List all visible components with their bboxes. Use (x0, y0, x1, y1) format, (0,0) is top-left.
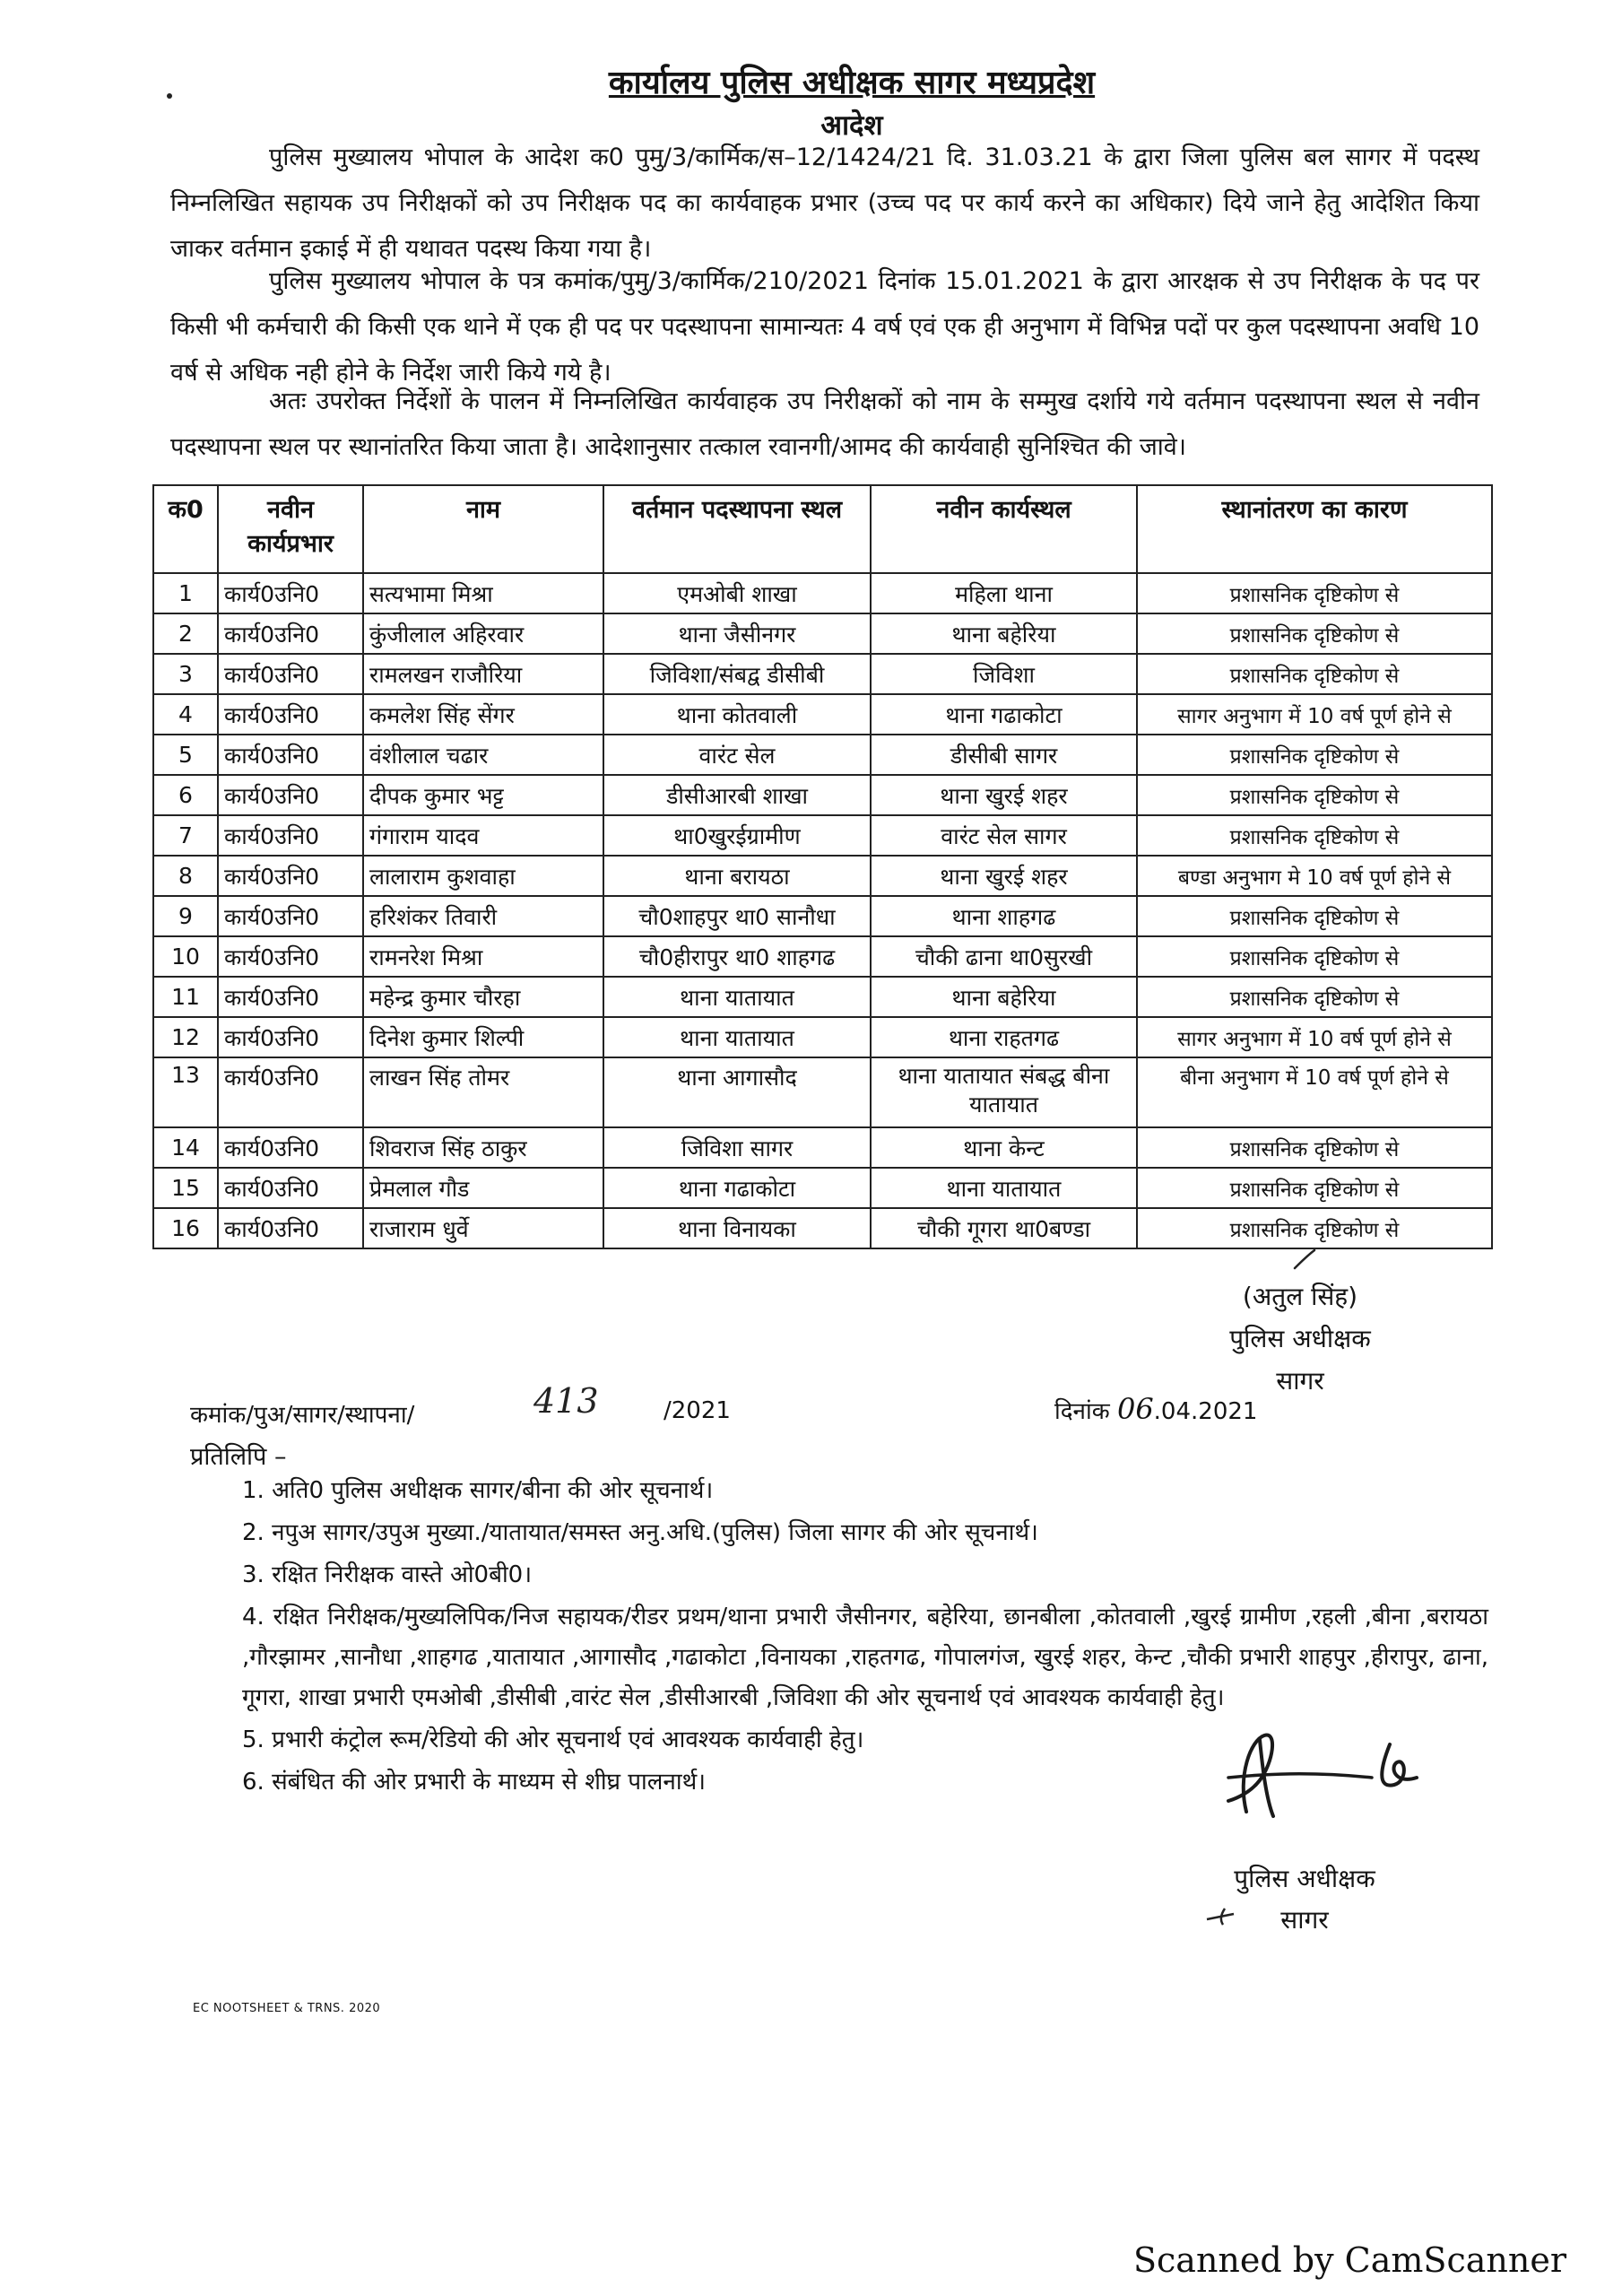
cell-sn: 3 (153, 654, 218, 694)
cell-new-posting: थाना यातायात संबद्ध बीना यातायात (871, 1057, 1137, 1127)
table-row (153, 694, 1492, 735)
cell-sn: 16 (153, 1208, 218, 1248)
cell-reason: प्रशासनिक दृष्टिकोण से (1137, 654, 1492, 694)
cell-name: राजाराम धुर्वे (363, 1208, 603, 1248)
cell-post: कार्य0उनि0 (218, 654, 363, 694)
cell-current-posting: एमओबी शाखा (603, 573, 871, 613)
cell-post: कार्य0उनि0 (218, 1057, 363, 1127)
memo-number: 413 (533, 1381, 599, 1421)
header-name: नाम (363, 485, 603, 573)
date-rest: .04.2021 (1153, 1398, 1258, 1425)
cell-current-posting: थाना बरायठा (603, 856, 871, 896)
cell-post: कार्य0उनि0 (218, 613, 363, 654)
header-sn: क0 (153, 485, 218, 573)
cell-sn: 7 (153, 815, 218, 856)
cell-new-posting: थाना गढाकोटा (871, 694, 1137, 735)
signatory-designation: पुलिस अधीक्षक (1229, 1324, 1371, 1353)
cell-sn: 11 (153, 977, 218, 1017)
cell-name: लालाराम कुशवाहा (363, 856, 603, 896)
table-row (153, 654, 1492, 694)
cell-sn: 1 (153, 573, 218, 613)
copy-item-1: 1. अति0 पुलिस अधीक्षक सागर/बीना की ओर सूचनार्थ। (242, 1477, 714, 1504)
cell-sn: 15 (153, 1168, 218, 1208)
cell-new-posting: वारंट सेल सागर (871, 815, 1137, 856)
signatory-place: सागर (1276, 1366, 1324, 1396)
cell-post: कार्य0उनि0 (218, 815, 363, 856)
cell-post: कार्य0उनि0 (218, 896, 363, 936)
table-row (153, 573, 1492, 613)
cell-reason: प्रशासनिक दृष्टिकोण से (1137, 1208, 1492, 1248)
transfer-table (152, 484, 1493, 1249)
table-row (153, 815, 1492, 856)
cell-current-posting: डीसीआरबी शाखा (603, 775, 871, 815)
scan-speck (167, 93, 172, 99)
cell-name: दीपक कुमार भट्ट (363, 775, 603, 815)
cell-current-posting: चौ0हीरापुर था0 शाहगढ (603, 936, 871, 977)
office-heading: कार्यालय पुलिस अधीक्षक सागर मध्यप्रदेश (608, 65, 1096, 101)
cell-post: कार्य0उनि0 (218, 1127, 363, 1168)
memo-year: /2021 (664, 1397, 731, 1424)
cell-post: कार्य0उनि0 (218, 573, 363, 613)
cell-reason: प्रशासनिक दृष्टिकोण से (1137, 775, 1492, 815)
cell-post: कार्य0उनि0 (218, 977, 363, 1017)
cell-post: कार्य0उनि0 (218, 856, 363, 896)
cell-post: कार्य0उनि0 (218, 1168, 363, 1208)
cell-sn: 6 (153, 775, 218, 815)
footer-code: EC NOOTSHEET & TRNS. 2020 (193, 2002, 381, 2015)
cell-new-posting: थाना केन्ट (871, 1127, 1137, 1168)
cell-sn: 12 (153, 1017, 218, 1057)
table-row (153, 1127, 1492, 1168)
cell-post: कार्य0उनि0 (218, 1208, 363, 1248)
signatory-place-2: सागर (1280, 1905, 1329, 1935)
cell-reason: सागर अनुभाग में 10 वर्ष पूर्ण होने से (1137, 1017, 1492, 1057)
cell-name: कुंजीलाल अहिरवार (363, 613, 603, 654)
cell-new-posting: डीसीबी सागर (871, 735, 1137, 775)
table-row (153, 775, 1492, 815)
cell-post: कार्य0उनि0 (218, 1017, 363, 1057)
handwritten-signature (1210, 1722, 1444, 1830)
cell-name: प्रेमलाल गौड (363, 1168, 603, 1208)
cell-name: वंशीलाल चढार (363, 735, 603, 775)
cell-new-posting: महिला थाना (871, 573, 1137, 613)
copy-item-2: 2. नपुअ सागर/उपुअ मुख्या./यातायात/समस्त अनु.अधि.(पुलिस) जिला सागर की ओर सूचनार्थ। (242, 1519, 1038, 1546)
header-reason: स्थानांतरण का कारण (1137, 485, 1492, 573)
paragraph-2: पुलिस मुख्यालय भोपाल के पत्र कमांक/पुमु/3/कार्मिक/210/2021 दिनांक 15.01.2021 के द्वारा आरक्षक से उप निरीक्षक के पद पर किसी भी कर्मचारी की किसी एक थाने में एक ही पद पर पदस्थापना सामान्यतः 4 वर्ष एवं एक ही अनुभाग में विभिन्न पदों पर कुल पदस्थापना अवधि 10 वर्ष से अधिक नही होने के निर्देश जारी किये गये है। (170, 267, 1479, 387)
table-row (153, 977, 1492, 1017)
cell-sn: 5 (153, 735, 218, 775)
cell-current-posting: थाना जैसीनगर (603, 613, 871, 654)
cell-sn: 10 (153, 936, 218, 977)
cell-new-posting: थाना खुरई शहर (871, 775, 1137, 815)
table-row (153, 1168, 1492, 1208)
cell-new-posting: चौकी गूगरा था0बण्डा (871, 1208, 1137, 1248)
cell-current-posting: जिविशा/संबद्व डीसीबी (603, 654, 871, 694)
signatory-name: (अतुल सिंह) (1242, 1282, 1358, 1311)
table-row (153, 856, 1492, 896)
cell-sn: 8 (153, 856, 218, 896)
cell-name: शिवराज सिंह ठाकुर (363, 1127, 603, 1168)
signature-block-2 (1188, 1858, 1421, 1941)
cell-current-posting: वारंट सेल (603, 735, 871, 775)
cell-new-posting: थाना शाहगढ (871, 896, 1137, 936)
order-title: आदेश (820, 109, 883, 142)
paragraph-3: अतः उपरोक्त निर्देशों के पालन में निम्नलिखित कार्यवाहक उप निरीक्षकों को नाम के सम्मुख दर्शाये गये वर्तमान पदस्थापना स्थल से नवीन पदस्थापना स्थल पर स्थानांतरित किया जाता है। आदेशानुसार तत्काल रवानगी/आमद की कार्यवाही सुनिश्चित की जावे। (170, 387, 1479, 461)
table-row (153, 936, 1492, 977)
memo-date (1054, 1392, 1257, 1426)
header-new-posting: नवीन कार्यस्थल (871, 485, 1137, 573)
cell-new-posting: थाना खुरई शहर (871, 856, 1137, 896)
cell-reason: प्रशासनिक दृष्टिकोण से (1137, 896, 1492, 936)
cell-current-posting: थाना यातायात (603, 1017, 871, 1057)
table-row (153, 1017, 1492, 1057)
cell-name: हरिशंकर तिवारी (363, 896, 603, 936)
cell-name: लाखन सिंह तोमर (363, 1057, 603, 1127)
cell-name: महेन्द्र कुमार चौरहा (363, 977, 603, 1017)
cell-current-posting: चौ0शाहपुर था0 सानौधा (603, 896, 871, 936)
cell-reason: प्रशासनिक दृष्टिकोण से (1137, 936, 1492, 977)
cell-current-posting: थाना यातायात (603, 977, 871, 1017)
cell-post: कार्य0उनि0 (218, 936, 363, 977)
cell-current-posting: थाना आगासौद (603, 1057, 871, 1127)
cell-new-posting: थाना राहतगढ (871, 1017, 1137, 1057)
cell-name: गंगाराम यादव (363, 815, 603, 856)
header-current-posting: वर्तमान पदस्थापना स्थल (603, 485, 871, 573)
cell-new-posting: थाना बहेरिया (871, 977, 1137, 1017)
copy-item-3: 3. रक्षित निरीक्षक वास्ते ओ0बी0। (242, 1561, 533, 1588)
cell-reason: प्रशासनिक दृष्टिकोण से (1137, 573, 1492, 613)
cell-sn: 2 (153, 613, 218, 654)
cell-current-posting: थाना गढाकोटा (603, 1168, 871, 1208)
cell-reason: प्रशासनिक दृष्टिकोण से (1137, 977, 1492, 1017)
cell-reason: बीना अनुभाग में 10 वर्ष पूर्ण होने से (1137, 1057, 1492, 1127)
table-header-row (153, 485, 1492, 573)
signature-block-1 (1166, 1275, 1435, 1402)
scanner-watermark: Scanned by CamScanner (1132, 2240, 1566, 2280)
cell-new-posting: थाना बहेरिया (871, 613, 1137, 654)
cell-current-posting: था0खुरईग्रामीण (603, 815, 871, 856)
cell-new-posting: थाना यातायात (871, 1168, 1137, 1208)
date-label: दिनांक (1054, 1398, 1110, 1425)
cell-sn: 4 (153, 694, 218, 735)
cell-sn: 13 (153, 1057, 218, 1127)
cell-post: कार्य0उनि0 (218, 694, 363, 735)
table-row (153, 735, 1492, 775)
cell-post: कार्य0उनि0 (218, 775, 363, 815)
table-body (153, 573, 1492, 1248)
cell-sn: 14 (153, 1127, 218, 1168)
table-row (153, 1208, 1492, 1248)
strike-mark (1205, 1907, 1236, 1926)
cell-name: सत्यभामा मिश्रा (363, 573, 603, 613)
copy-item-6: 6. संबंधित की ओर प्रभारी के माध्यम से शीघ्र पालनार्थ। (242, 1769, 707, 1796)
cell-reason: प्रशासनिक दृष्टिकोण से (1137, 1168, 1492, 1208)
copy-heading: प्रतिलिपि – (190, 1443, 287, 1471)
table-row (153, 896, 1492, 936)
date-day: 06 (1116, 1392, 1154, 1426)
table-row (153, 1057, 1492, 1127)
paragraph-1: पुलिस मुख्यालय भोपाल के आदेश क0 पुमु/3/कार्मिक/स–12/1424/21 दि. 31.03.21 के द्वारा जिला पुलिस बल सागर में पदस्थ निम्नलिखित सहायक उप निरीक्षकों को उप निरीक्षक पद का कार्यवाहक प्रभार (उच्च पद पर कार्य करने का अधिकार) दिये जाने हेतु आदेशित किया जाकर वर्तमान इकाई में ही यथावत पदस्थ किया गया है। (170, 144, 1479, 263)
cell-post: कार्य0उनि0 (218, 735, 363, 775)
cell-sn: 9 (153, 896, 218, 936)
cell-name: रामलखन राजौरिया (363, 654, 603, 694)
copy-item-4: 4. रक्षित निरीक्षक/मुख्यलिपिक/निज सहायक/रीडर प्रथम/थाना प्रभारी जैसीनगर, बहेरिया, छानबीला ,कोतवाली ,खुरई ग्रामीण ,रहली ,बीना ,बरायठा ,गौरझामर ,सानौधा ,शाहगढ ,यातायात ,आगासौद ,गढाकोटा ,विनायका ,राहतगढ, गोपालगंज, खुरई शहर, केन्ट ,चौकी प्रभारी शाहपुर ,हीरापुर, ढाना, गूगरा, शाखा प्रभारी एमओबी ,डीसीबी ,वारंट सेल ,डीसीआरबी ,जिविशा की ओर सूचनार्थ एवं आवश्यक कार्यवाही हेतु। (242, 1604, 1488, 1711)
cell-name: रामनरेश मिश्रा (363, 936, 603, 977)
cell-name: कमलेश सिंह सेंगर (363, 694, 603, 735)
cell-reason: प्रशासनिक दृष्टिकोण से (1137, 613, 1492, 654)
initial-mark (1291, 1248, 1318, 1270)
cell-new-posting: चौकी ढाना था0सुरखी (871, 936, 1137, 977)
cell-new-posting: जिविशा (871, 654, 1137, 694)
signatory-designation-2: पुलिस अधीक्षक (1234, 1864, 1375, 1893)
cell-reason: सागर अनुभाग में 10 वर्ष पूर्ण होने से (1137, 694, 1492, 735)
cell-reason: बण्डा अनुभाग मे 10 वर्ष पूर्ण होने से (1137, 856, 1492, 896)
header-post: नवीन कार्यप्रभार (218, 485, 363, 573)
cell-current-posting: थाना विनायका (603, 1208, 871, 1248)
cell-current-posting: जिविशा सागर (603, 1127, 871, 1168)
cell-reason: प्रशासनिक दृष्टिकोण से (1137, 735, 1492, 775)
cell-reason: प्रशासनिक दृष्टिकोण से (1137, 815, 1492, 856)
table-row (153, 613, 1492, 654)
cell-reason: प्रशासनिक दृष्टिकोण से (1137, 1127, 1492, 1168)
cell-current-posting: थाना कोतवाली (603, 694, 871, 735)
memo-reference: कमांक/पुअ/सागर/स्थापना/ (190, 1402, 415, 1429)
copy-item-5: 5. प्रभारी कंट्रोल रूम/रेडियो की ओर सूचनार्थ एवं आवश्यक कार्यवाही हेतु। (242, 1726, 864, 1753)
cell-name: दिनेश कुमार शिल्पी (363, 1017, 603, 1057)
